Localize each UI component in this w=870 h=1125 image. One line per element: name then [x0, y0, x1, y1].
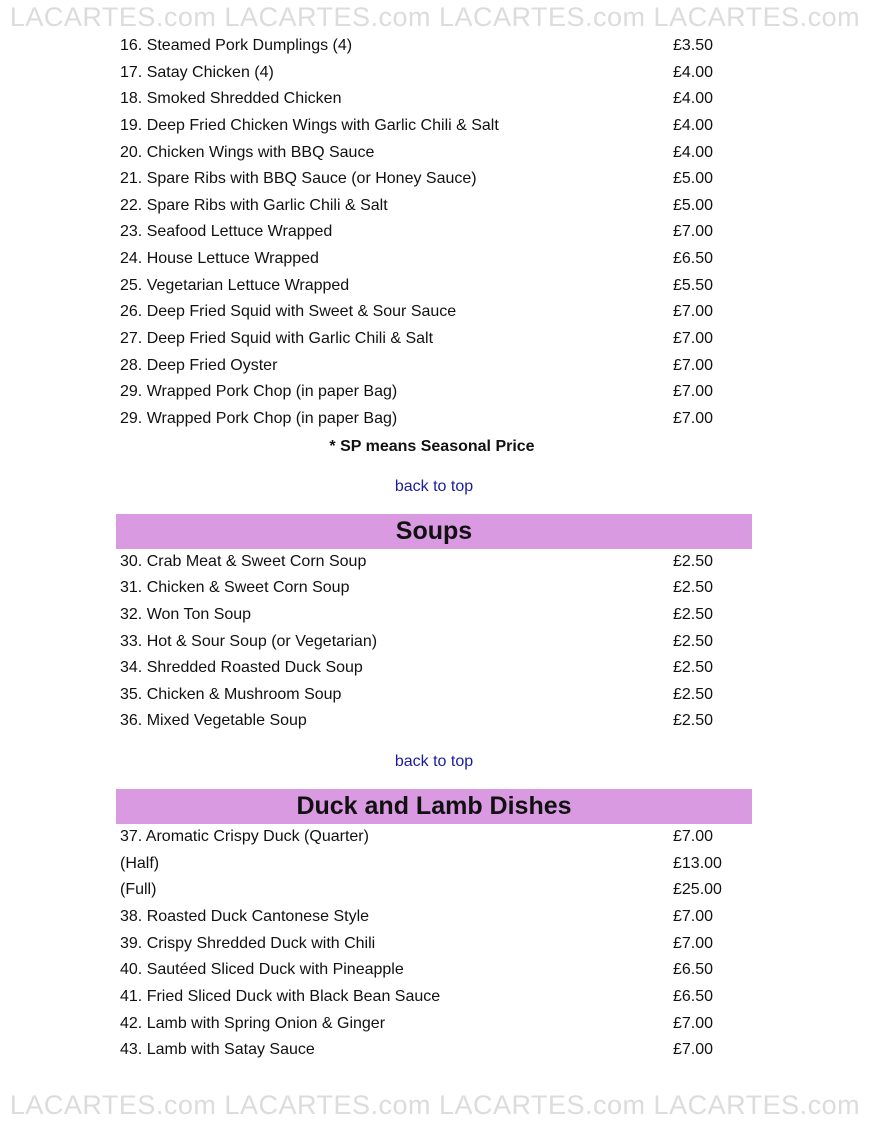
soups-section-header: Soups [116, 514, 752, 549]
menu-item [0, 904, 870, 931]
item-name: 42. Lamb with Spring Onion & Ginger [120, 1014, 386, 1032]
item-name: 34. Shredded Roasted Duck Soup [120, 659, 363, 677]
item-name: 37. Aromatic Crispy Duck (Quarter) [120, 828, 369, 846]
item-price: £7.00 [673, 383, 714, 401]
item-price: £2.50 [673, 632, 714, 650]
item-name: 22. Spare Ribs with Garlic Chili & Salt [120, 196, 388, 214]
menu-item [0, 851, 870, 878]
item-name: 16. Steamed Pork Dumplings (4) [120, 37, 353, 54]
menu-item [0, 549, 870, 576]
back-to-top-link[interactable]: back to top [394, 477, 474, 495]
item-name: 21. Spare Ribs with BBQ Sauce (or Honey Sauce) [120, 170, 477, 188]
item-price: £2.50 [673, 552, 714, 570]
soups-list [0, 549, 870, 735]
menu-item [0, 957, 870, 984]
item-price: £5.00 [673, 170, 714, 188]
item-name: 19. Deep Fried Chicken Wings with Garlic Chili & Salt [120, 116, 499, 134]
menu-item [0, 166, 870, 193]
item-name: 39. Crispy Shredded Duck with Chili [120, 934, 376, 952]
watermark-top: LACARTES.com LACARTES.com LACARTES.com LACARTES.com [9, 2, 861, 32]
item-price: £6.50 [673, 961, 714, 979]
duck-lamb-list [0, 824, 870, 1064]
menu-item [0, 140, 870, 167]
menu-item [0, 406, 870, 433]
item-name: 28. Deep Fried Oyster [120, 356, 278, 374]
appetiser-list [0, 33, 870, 433]
menu-item [0, 877, 870, 904]
menu-item [0, 629, 870, 656]
item-price: £2.50 [673, 659, 714, 677]
item-name: (Full) [120, 881, 157, 899]
item-name: (Half) [120, 854, 160, 872]
menu-item [0, 931, 870, 958]
item-name: 20. Chicken Wings with BBQ Sauce [120, 143, 375, 161]
item-name: 35. Chicken & Mushroom Soup [120, 685, 342, 703]
item-price: £4.00 [673, 63, 714, 81]
item-price: £2.50 [673, 605, 714, 623]
item-price: £7.00 [673, 828, 714, 846]
item-price: £7.00 [673, 1041, 714, 1059]
item-name: 30. Crab Meat & Sweet Corn Soup [120, 552, 367, 570]
item-price: £7.00 [673, 934, 714, 952]
menu-item [0, 193, 870, 220]
item-name: 36. Mixed Vegetable Soup [120, 712, 307, 730]
item-price: £7.00 [673, 908, 714, 926]
item-price: £2.50 [673, 712, 714, 730]
item-price: £7.00 [673, 356, 714, 374]
menu-item [0, 602, 870, 629]
item-name: 32. Won Ton Soup [120, 605, 252, 623]
item-name: 29. Wrapped Pork Chop (in paper Bag) [120, 409, 398, 427]
menu-item [0, 33, 870, 60]
menu-item [0, 682, 870, 709]
item-price: £7.00 [673, 303, 714, 321]
menu-item [0, 113, 870, 140]
item-price: £4.00 [673, 143, 714, 161]
item-name: 41. Fried Sliced Duck with Black Bean Sauce [120, 987, 441, 1005]
menu-item [0, 86, 870, 113]
duck-lamb-section-header: Duck and Lamb Dishes [116, 789, 752, 824]
item-name: 38. Roasted Duck Cantonese Style [120, 908, 370, 926]
item-price: £7.00 [673, 409, 714, 427]
menu-item [0, 353, 870, 380]
seasonal-price-note: * SP means Seasonal Price [329, 437, 535, 455]
menu-item [0, 219, 870, 246]
menu-item [0, 655, 870, 682]
menu-item [0, 1011, 870, 1038]
item-name: 29. Wrapped Pork Chop (in paper Bag) [120, 383, 398, 401]
item-name: 23. Seafood Lettuce Wrapped [120, 223, 333, 241]
item-name: 43. Lamb with Satay Sauce [120, 1041, 315, 1059]
item-price: £2.50 [673, 685, 714, 703]
item-price: £7.00 [673, 1014, 714, 1032]
menu-item [0, 60, 870, 87]
menu-item [0, 824, 870, 851]
item-name: 27. Deep Fried Squid with Garlic Chili & Salt [120, 330, 434, 348]
menu-content [0, 33, 870, 1064]
item-name: 24. House Lettuce Wrapped [120, 250, 319, 268]
item-price: £3.50 [673, 37, 714, 54]
item-name: 18. Smoked Shredded Chicken [120, 90, 342, 108]
menu-item [0, 246, 870, 273]
menu-item [0, 1037, 870, 1064]
item-name: 17. Satay Chicken (4) [120, 63, 274, 81]
menu-item [0, 575, 870, 602]
back-to-top-link[interactable]: back to top [394, 753, 474, 771]
item-price: £13.00 [673, 854, 722, 872]
menu-item [0, 326, 870, 353]
item-price: £5.50 [673, 276, 714, 294]
item-name: 25. Vegetarian Lettuce Wrapped [120, 276, 350, 294]
item-name: 40. Sautéed Sliced Duck with Pineapple [120, 961, 404, 979]
watermark-bottom: LACARTES.com LACARTES.com LACARTES.com LACARTES.com [9, 1090, 861, 1120]
item-price: £6.50 [673, 987, 714, 1005]
item-price: £6.50 [673, 250, 714, 268]
item-price: £7.00 [673, 223, 714, 241]
item-price: £7.00 [673, 330, 714, 348]
item-name: 31. Chicken & Sweet Corn Soup [120, 579, 350, 597]
menu-item [0, 379, 870, 406]
item-price: £5.00 [673, 196, 714, 214]
item-price: £4.00 [673, 90, 714, 108]
item-price: £4.00 [673, 116, 714, 134]
menu-item [0, 708, 870, 735]
item-price: £2.50 [673, 579, 714, 597]
menu-item [0, 273, 870, 300]
item-name: 26. Deep Fried Squid with Sweet & Sour Sauce [120, 303, 457, 321]
item-price: £25.00 [673, 881, 722, 899]
menu-item [0, 984, 870, 1011]
item-name: 33. Hot & Sour Soup (or Vegetarian) [120, 632, 378, 650]
menu-item [0, 299, 870, 326]
